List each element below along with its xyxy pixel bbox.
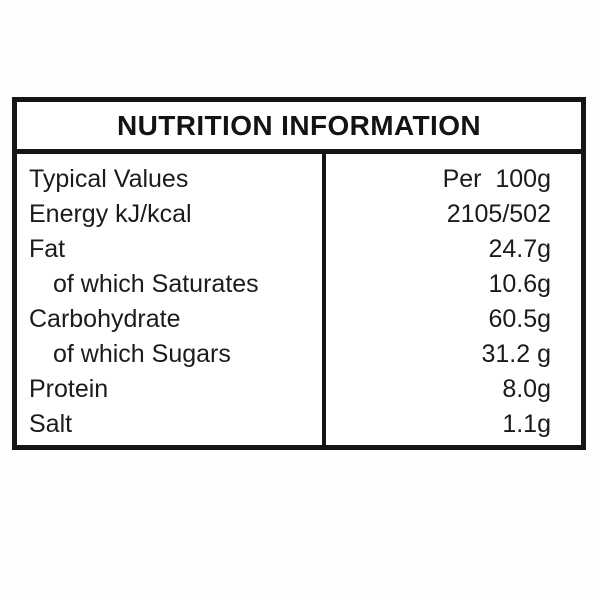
row-label: Fat xyxy=(29,235,66,263)
nutrition-table-body xyxy=(17,154,581,445)
row-label: Energy kJ/kcal xyxy=(29,200,192,228)
row-label: Protein xyxy=(29,375,109,403)
nutrition-table-title: NUTRITION INFORMATION xyxy=(17,102,581,154)
table-row-protein xyxy=(17,372,581,407)
row-value: 1.1g xyxy=(502,410,551,438)
table-row-carbohydrate xyxy=(17,302,581,337)
nutrition-table xyxy=(12,97,586,450)
row-label: Typical Values xyxy=(29,165,189,193)
table-row-salt xyxy=(17,407,581,442)
row-value: 2105/502 xyxy=(446,200,551,228)
table-row-energy xyxy=(17,197,581,232)
row-value: Per 100g xyxy=(442,165,551,193)
row-label: of which Saturates xyxy=(53,270,259,298)
table-row-fat xyxy=(17,232,581,267)
row-label: Salt xyxy=(29,410,73,438)
row-value: 10.6g xyxy=(488,270,551,298)
table-row-sugars xyxy=(17,337,581,372)
row-label: Carbohydrate xyxy=(29,305,181,333)
table-row-typical-values xyxy=(17,162,581,197)
row-value: 24.7g xyxy=(488,235,551,263)
row-label: of which Sugars xyxy=(53,340,231,368)
row-value: 31.2 g xyxy=(481,340,551,368)
row-value: 60.5g xyxy=(488,305,551,333)
table-row-saturates xyxy=(17,267,581,302)
column-divider-rule xyxy=(322,154,326,445)
row-value: 8.0g xyxy=(502,375,551,403)
